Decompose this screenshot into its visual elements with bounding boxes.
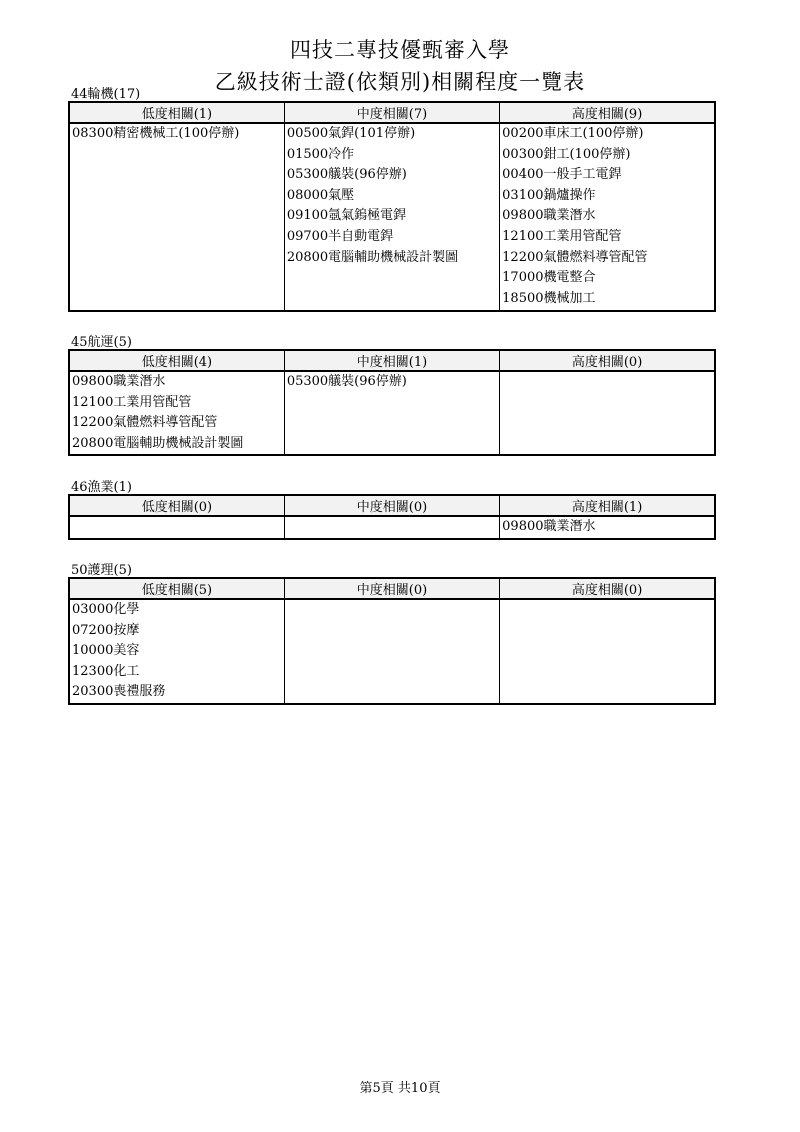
cell-low [69,371,284,455]
column-header-high: 高度相關(1) [500,495,715,516]
cell-mid [284,123,499,311]
list-item: 00300鉗工(100停辦) [502,146,631,162]
table-header-row [69,578,715,599]
section-label-50: 50護理(5) [71,563,132,578]
list-item: 09700半自動電銲 [286,228,394,244]
list-item: 20800電腦輔助機械設計製圖 [286,249,459,265]
cell-mid [284,599,499,704]
cell-low [69,516,284,539]
column-header-mid: 中度相關(0) [284,578,499,599]
list-item: 07200按摩 [72,622,140,638]
column-header-low: 低度相關(1) [69,102,284,123]
cell-mid [284,371,499,455]
column-header-high: 高度相關(0) [500,350,715,371]
section-label-44: 44輪機(17) [71,87,141,102]
table-section-50 [68,577,716,705]
list-item: 05300艤裝(96停辦) [286,374,407,389]
list-item: 09800職業潛水 [502,519,596,534]
list-item: 10000美容 [72,643,140,659]
list-item: 00200車床工(100停辦) [502,126,644,141]
list-item: 20300喪禮服務 [72,684,166,700]
list-item: 12100工業用管配管 [72,394,192,410]
column-header-mid: 中度相關(1) [284,350,499,371]
list-item: 20800電腦輔助機械設計製圖 [72,435,244,451]
list-item: 03000化學 [72,602,140,617]
table-header-row [69,495,715,516]
list-item: 12200氣體燃料導管配管 [72,415,218,431]
list-item: 08000氣壓 [286,187,355,203]
section-label-45: 45航運(5) [71,335,132,350]
list-item: 09800職業潛水 [72,374,166,389]
list-item: 12300化工 [72,663,140,679]
list-item: 01500冷作 [286,146,355,162]
list-item: 12100工業用管配管 [502,228,622,244]
cell-high [500,371,715,455]
column-header-high: 高度相關(9) [500,102,715,123]
table-row [69,599,715,704]
cell-mid [284,516,499,539]
table-section-44 [68,101,716,312]
list-item: 18500機械加工 [502,290,596,306]
page-number: 第5頁 共10頁 [359,1081,441,1096]
table-row [69,123,715,311]
cell-high [500,599,715,704]
column-header-mid: 中度相關(7) [284,102,499,123]
table-section-45 [68,349,716,456]
list-item: 03100鍋爐操作 [502,187,596,203]
cell-high [500,123,715,311]
cell-high [500,516,715,539]
table-header-row [69,102,715,123]
table-section-46 [68,494,716,540]
list-item: 12200氣體燃料導管配管 [502,249,648,265]
column-header-mid: 中度相關(0) [284,495,499,516]
section-label-46: 46漁業(1) [71,480,132,495]
list-item: 00500氣銲(101停辦) [286,126,416,141]
list-item: 08300精密機械工(100停辦) [72,126,240,141]
page-title-line2: 乙級技術士證(依類別)相關程度一覽表 [214,70,586,94]
table-header-row [69,350,715,371]
table-row [69,516,715,539]
cell-low [69,123,284,311]
table-row [69,371,715,455]
list-item: 09100氬氣鎢極電銲 [286,208,407,224]
list-item: 05300艤裝(96停辦) [286,167,407,183]
cell-low [69,599,284,704]
list-item: 09800職業潛水 [502,208,596,224]
column-header-low: 低度相關(4) [69,350,284,371]
column-header-low: 低度相關(5) [69,578,284,599]
page-title-line1: 四技二專技優甄審入學 [290,38,510,62]
column-header-low: 低度相關(0) [69,495,284,516]
column-header-high: 高度相關(0) [500,578,715,599]
list-item: 17000機電整合 [502,270,596,286]
list-item: 00400一般手工電銲 [502,167,622,183]
